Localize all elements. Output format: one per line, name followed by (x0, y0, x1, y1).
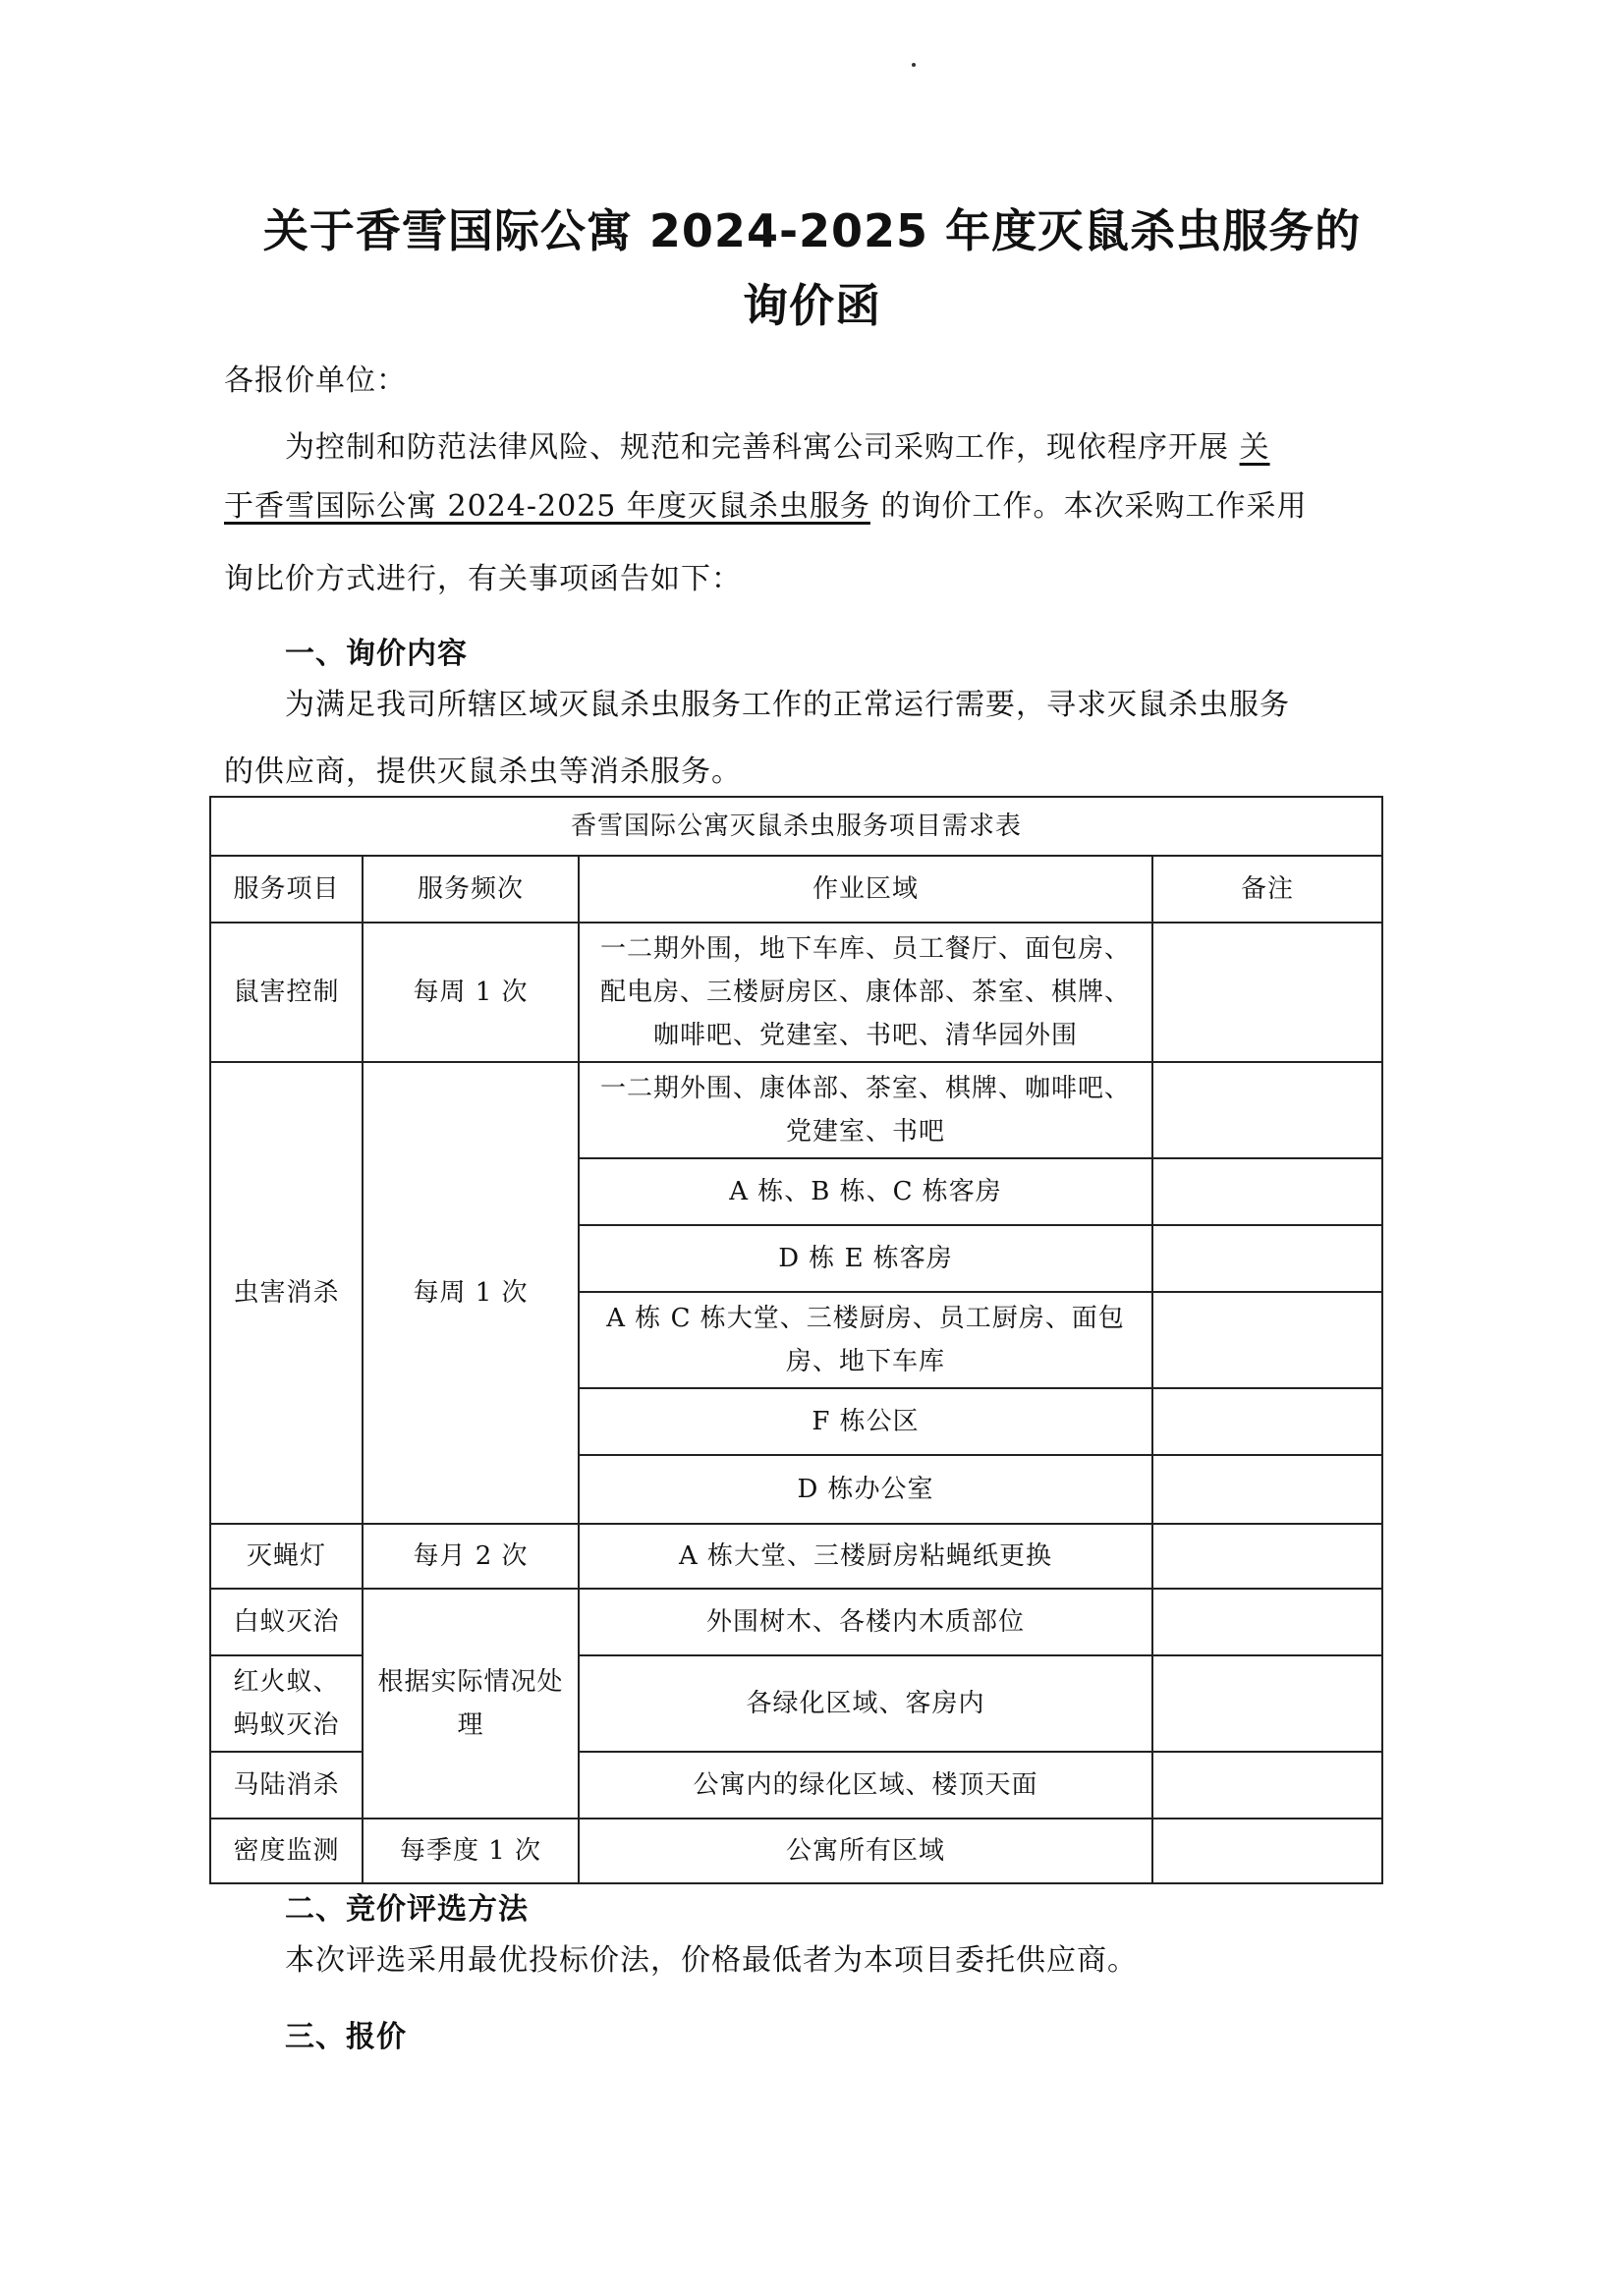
work-area: D 栋 E 栋客房 (579, 1225, 1152, 1292)
work-area: 一二期外围、康体部、茶室、棋牌、咖啡吧、党建室、书吧 (579, 1062, 1152, 1158)
scan-speck (912, 63, 916, 67)
service-frequency: 根据实际情况处理 (363, 1589, 579, 1819)
remark (1152, 1655, 1382, 1752)
remark (1152, 923, 1382, 1062)
work-area: D 栋办公室 (579, 1455, 1152, 1524)
salutation: 各报价单位： (224, 364, 407, 398)
remark (1152, 1292, 1382, 1388)
remark (1152, 1589, 1382, 1655)
table-row (210, 1062, 1382, 1158)
section-heading-3: 三、报价 (285, 2020, 407, 2054)
service-item: 鼠害控制 (210, 923, 363, 1062)
remark (1152, 1062, 1382, 1158)
service-item: 红火蚁、蚂蚁灭治 (210, 1655, 363, 1752)
column-header: 服务频次 (363, 856, 579, 923)
section-heading-2: 二、竞价评选方法 (285, 1892, 529, 1927)
service-frequency: 每周 1 次 (363, 923, 579, 1062)
work-area: 各绿化区域、客房内 (579, 1655, 1152, 1752)
section1-line-1: 为满足我司所辖区域灭鼠杀虫服务工作的正常运行需要，寻求灭鼠杀虫服务 (285, 688, 1290, 722)
work-area: A 栋、B 栋、C 栋客房 (579, 1158, 1152, 1225)
intro-line-3: 询比价方式进行，有关事项函告如下： (224, 562, 742, 596)
remark (1152, 1752, 1382, 1819)
section1-line-2: 的供应商，提供灭鼠杀虫等消杀服务。 (224, 755, 742, 789)
document-title-line2: 询价函 (743, 279, 881, 332)
service-item: 虫害消杀 (210, 1062, 363, 1524)
remark (1152, 1388, 1382, 1455)
section-heading-1: 一、询价内容 (285, 637, 468, 671)
document-title-line1: 关于香雪国际公寓 2024-2025 年度灭鼠杀虫服务的 (262, 204, 1362, 257)
column-header: 备注 (1152, 856, 1382, 923)
service-item: 灭蝇灯 (210, 1524, 363, 1589)
service-item: 白蚁灭治 (210, 1589, 363, 1655)
intro-line-2 (224, 470, 1307, 544)
work-area: 外围树木、各楼内木质部位 (579, 1589, 1152, 1655)
intro-text: 的询价工作。本次采购工作采用 (869, 489, 1308, 524)
intro-text: 为控制和防范法律风险、规范和完善科寓公司采购工作，现依程序开展 (285, 430, 1240, 465)
table-row (210, 1819, 1382, 1883)
service-frequency: 每季度 1 次 (363, 1819, 579, 1883)
work-area: 公寓所有区域 (579, 1819, 1152, 1883)
service-frequency: 每月 2 次 (363, 1524, 579, 1589)
service-frequency: 每周 1 次 (363, 1062, 579, 1524)
remark (1152, 1524, 1382, 1589)
remark (1152, 1819, 1382, 1883)
work-area: A 栋大堂、三楼厨房粘蝇纸更换 (579, 1524, 1152, 1589)
work-area: A 栋 C 栋大堂、三楼厨房、员工厨房、面包房、地下车库 (579, 1292, 1152, 1388)
work-area: F 栋公区 (579, 1388, 1152, 1455)
table-caption: 香雪国际公寓灭鼠杀虫服务项目需求表 (210, 797, 1382, 856)
table-row (210, 923, 1382, 1062)
project-name-underlined: 于香雪国际公寓 2024-2025 年度灭鼠杀虫服务 (224, 489, 870, 524)
column-header: 作业区域 (579, 856, 1152, 923)
work-area: 一二期外围，地下车库、员工餐厅、面包房、配电房、三楼厨房区、康体部、茶室、棋牌、咖啡吧、党建室、书吧、清华园外围 (579, 923, 1152, 1062)
table-row (210, 1524, 1382, 1589)
table-header-row (210, 856, 1382, 923)
service-item: 密度监测 (210, 1819, 363, 1883)
work-area: 公寓内的绿化区域、楼顶天面 (579, 1752, 1152, 1819)
remark (1152, 1225, 1382, 1292)
project-name-underlined: 关 (1239, 430, 1270, 465)
remark (1152, 1455, 1382, 1524)
requirements-table (209, 796, 1383, 1884)
section2-text: 本次评选采用最优投标价法，价格最低者为本项目委托供应商。 (285, 1943, 1138, 1978)
table-row (210, 1589, 1382, 1655)
column-header: 服务项目 (210, 856, 363, 923)
remark (1152, 1158, 1382, 1225)
service-item: 马陆消杀 (210, 1752, 363, 1819)
